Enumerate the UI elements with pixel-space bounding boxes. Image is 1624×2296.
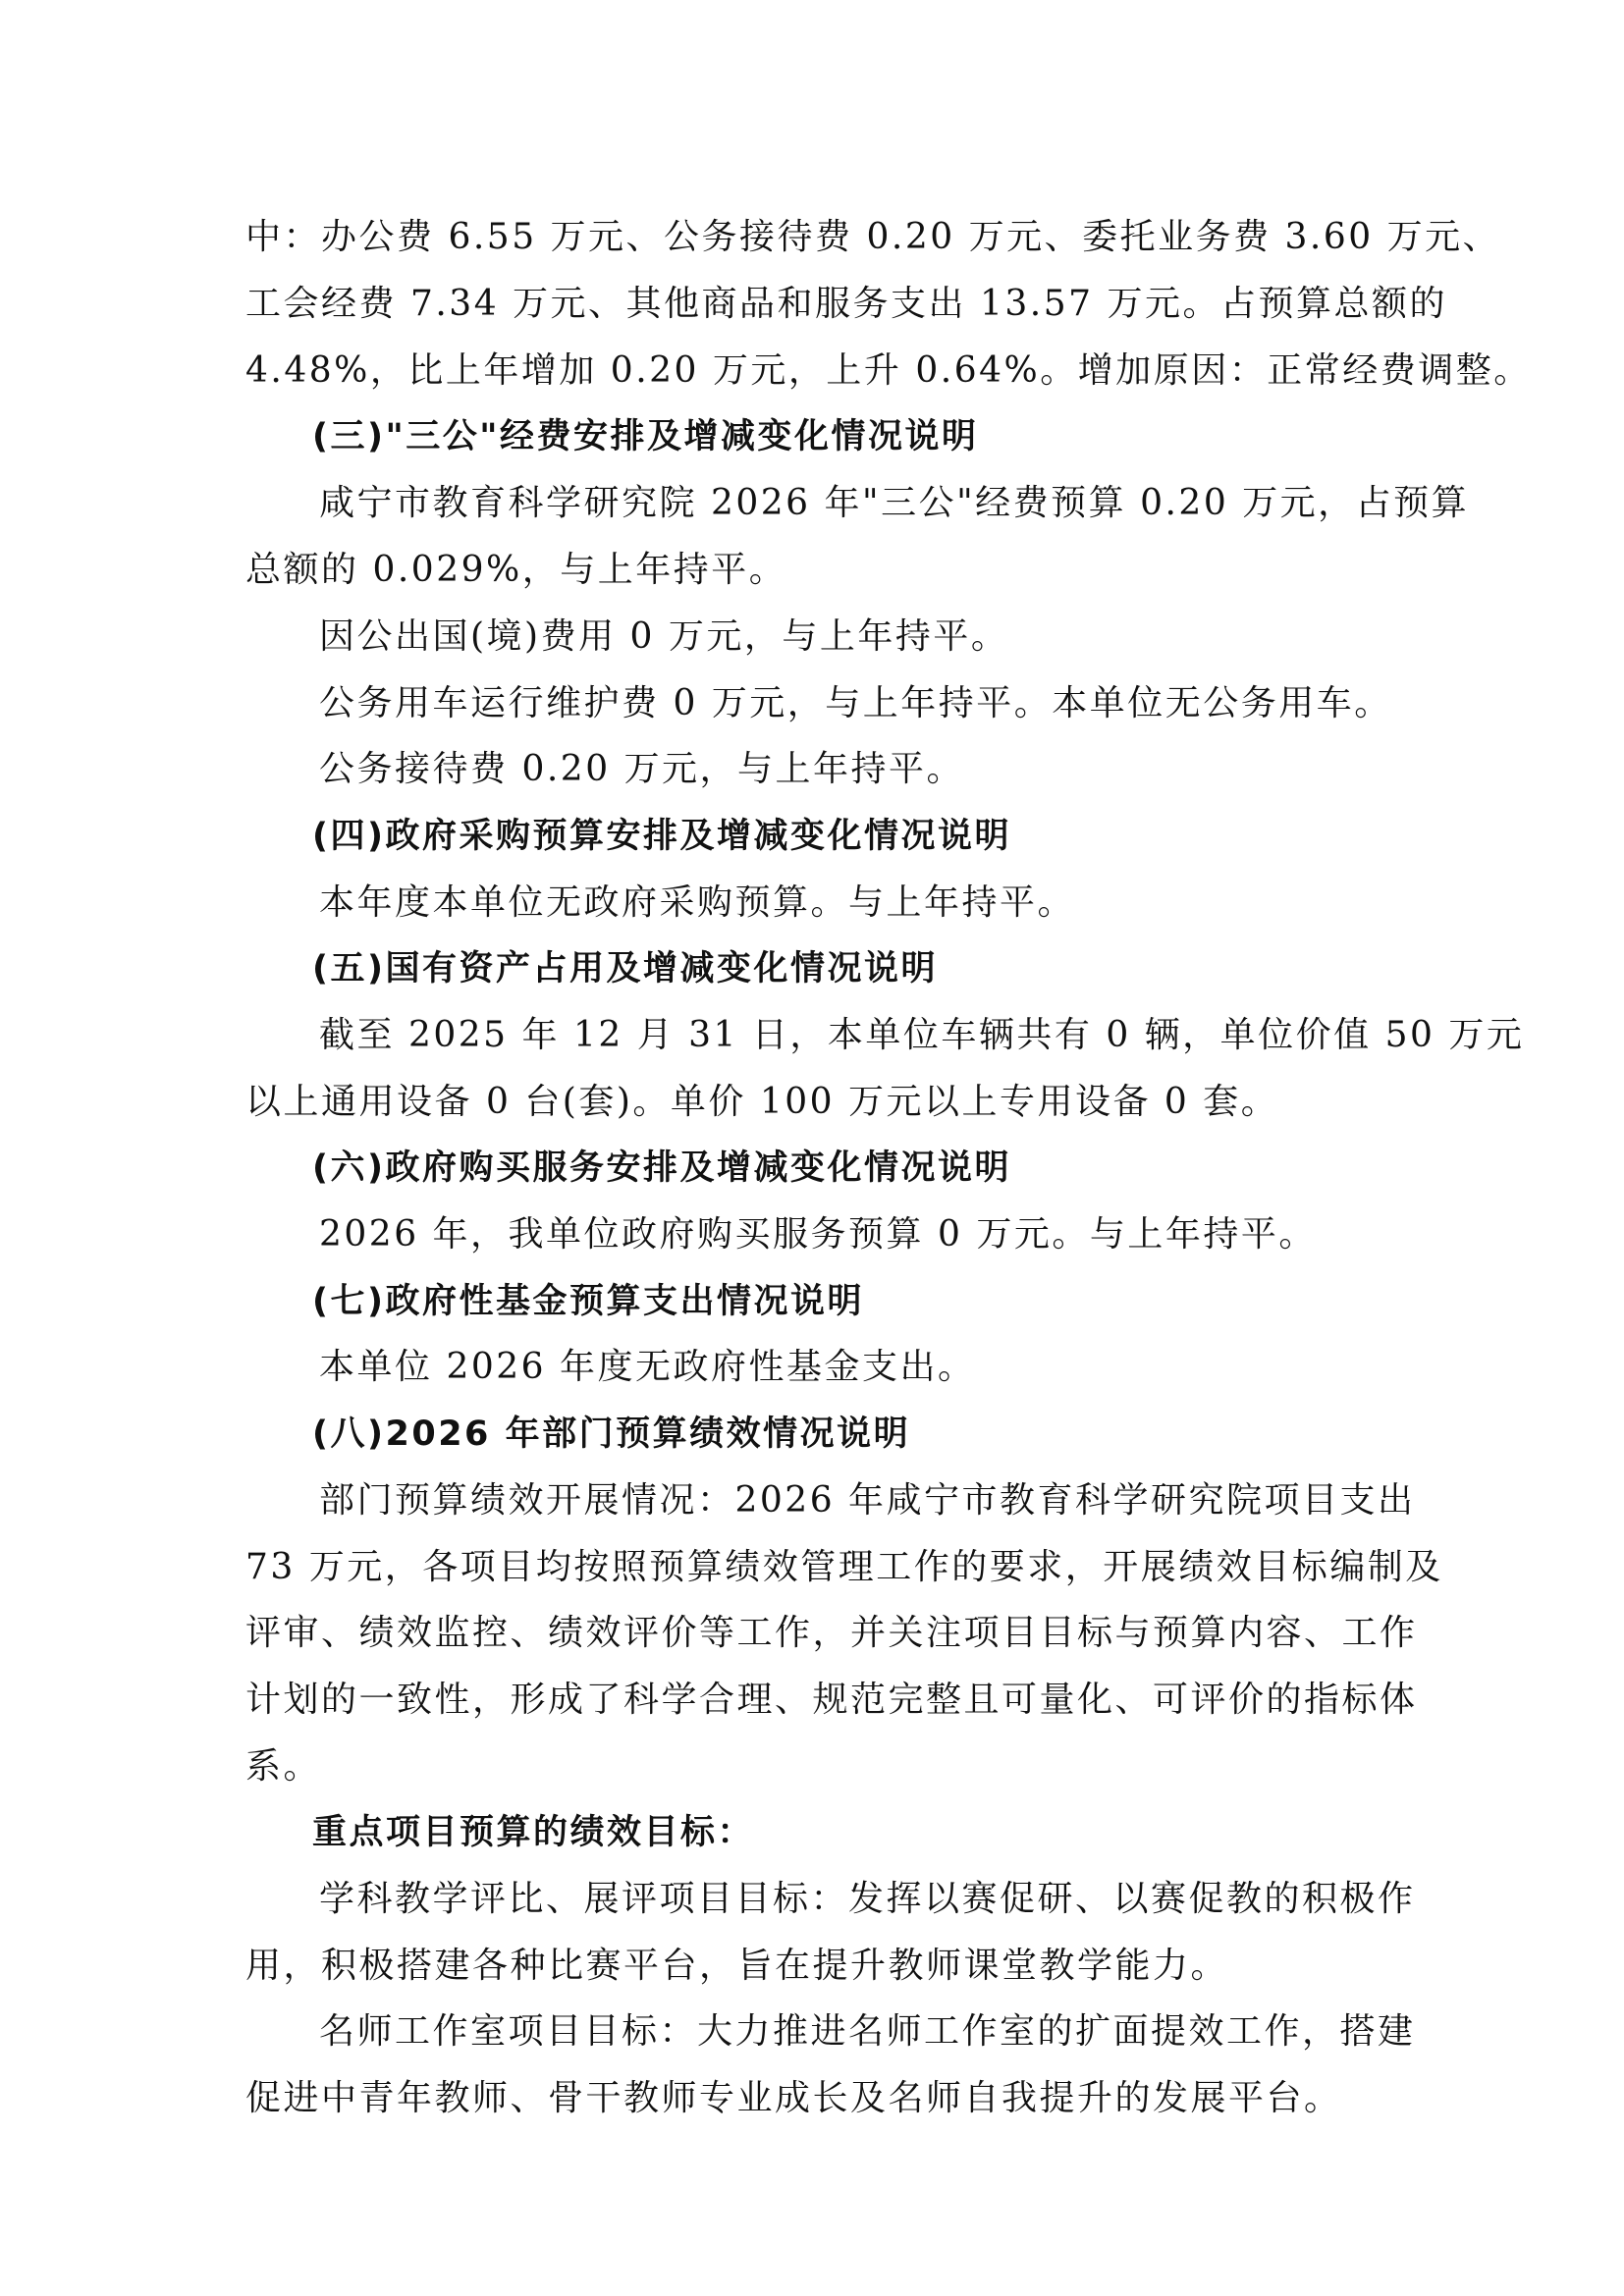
text-line: 73 万元，各项目均按照预算绩效管理工作的要求，开展绩效目标编制及	[245, 1547, 1443, 1587]
text-line: 以上通用设备 0 台(套)。单价 100 万元以上专用设备 0 套。	[245, 1082, 1279, 1122]
text-line: 4.48%，比上年增加 0.20 万元，上升 0.64%。增加原因：正常经费调整。	[245, 350, 1532, 391]
text-line: 本单位 2026 年度无政府性基金支出。	[319, 1347, 976, 1387]
text-line: 名师工作室项目目标：大力推进名师工作室的扩面提效工作，搭建	[319, 2011, 1416, 2052]
section-heading: (七)政府性基金预算支出情况说明	[312, 1282, 864, 1321]
text-line: 部门预算绩效开展情况：2026 年咸宁市教育科学研究院项目支出	[319, 1480, 1416, 1521]
text-line: 公务用车运行维护费 0 万元，与上年持平。本单位无公务用车。	[319, 683, 1392, 723]
text-line: 本年度本单位无政府采购预算。与上年持平。	[319, 882, 1076, 923]
text-line: 因公出国(境)费用 0 万元，与上年持平。	[319, 616, 1009, 657]
text-line: 总额的 0.029%，与上年持平。	[245, 550, 787, 590]
section-heading: (三)"三公"经费安排及增减变化情况说明	[312, 417, 979, 456]
text-line: 评审、绩效监控、绩效评价等工作，并关注项目目标与预算内容、工作	[245, 1613, 1418, 1653]
section-heading: (六)政府购买服务安排及增减变化情况说明	[312, 1148, 1011, 1188]
section-heading: 重点项目预算的绩效目标：	[312, 1813, 755, 1852]
text-line: 工会经费 7.34 万元、其他商品和服务支出 13.57 万元。占预算总额的	[245, 284, 1447, 324]
text-line: 学科教学评比、展评项目目标：发挥以赛促研、以赛促教的积极作	[319, 1879, 1416, 1919]
section-heading: (四)政府采购预算安排及增减变化情况说明	[312, 817, 1011, 856]
text-line: 用，积极搭建各种比赛平台，旨在提升教师课堂教学能力。	[245, 1946, 1229, 1986]
text-line: 计划的一致性，形成了科学合理、规范完整且可量化、可评价的指标体	[245, 1680, 1418, 1720]
section-heading: (八)2026 年部门预算绩效情况说明	[312, 1415, 911, 1454]
text-line: 促进中青年教师、骨干教师专业成长及名师自我提升的发展平台。	[245, 2078, 1342, 2118]
text-line: 中：办公费 6.55 万元、公务接待费 0.20 万元、委托业务费 3.60 万元、	[245, 217, 1501, 257]
text-line: 截至 2025 年 12 月 31 日，本单位车辆共有 0 辆，单位价值 50 万元	[319, 1015, 1525, 1055]
text-line: 2026 年，我单位政府购买服务预算 0 万元。与上年持平。	[319, 1214, 1317, 1255]
text-line: 公务接待费 0.20 万元，与上年持平。	[319, 749, 965, 789]
section-heading: (五)国有资产占用及增减变化情况说明	[312, 949, 938, 988]
text-line: 系。	[245, 1746, 322, 1787]
text-line: 咸宁市教育科学研究院 2026 年"三公"经费预算 0.20 万元，占预算	[319, 483, 1470, 523]
